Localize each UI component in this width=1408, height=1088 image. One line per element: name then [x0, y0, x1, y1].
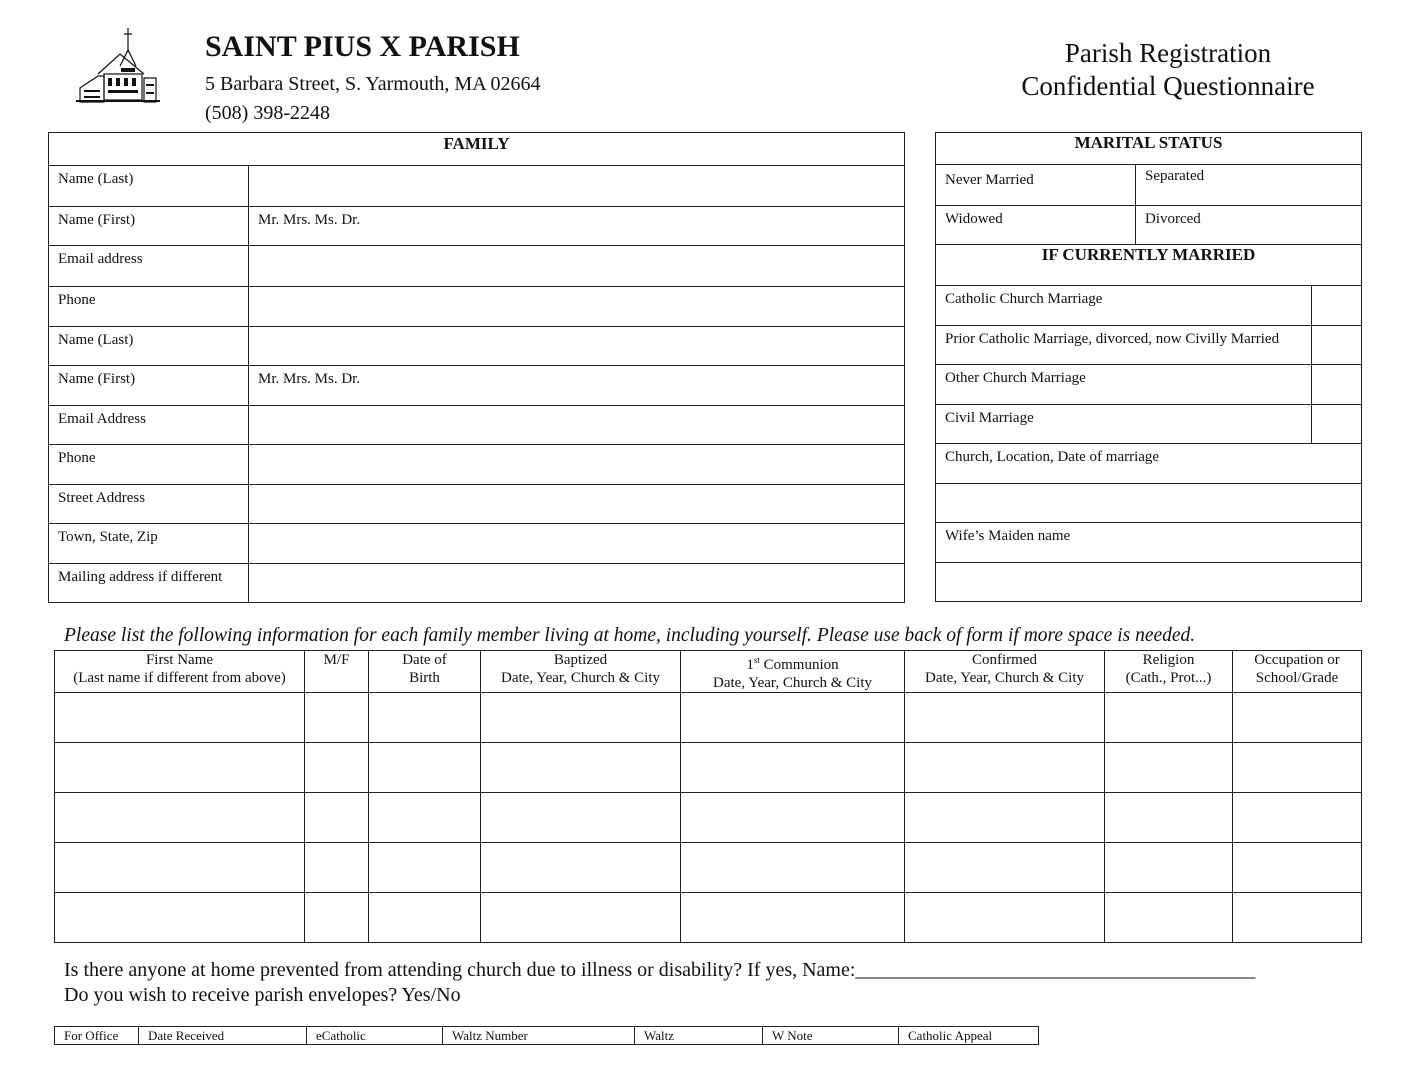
member-cell[interactable]: [905, 793, 1105, 843]
member-row: [55, 743, 1362, 793]
member-cell[interactable]: [481, 743, 681, 793]
family-label: Name (Last): [49, 166, 249, 207]
member-cell[interactable]: [905, 693, 1105, 743]
member-cell[interactable]: [905, 893, 1105, 943]
marital-heading: MARITAL STATUS: [936, 133, 1362, 165]
member-cell[interactable]: [905, 743, 1105, 793]
office-catholic-appeal: Catholic Appeal: [899, 1027, 1039, 1045]
family-label: Name (First): [49, 366, 249, 406]
parish-phone: (508) 398-2248: [205, 102, 330, 124]
family-field[interactable]: [249, 406, 905, 445]
marital-status-table: [935, 132, 1362, 602]
separated-option[interactable]: Separated: [1136, 165, 1362, 206]
office-date-received: Date Received: [139, 1027, 307, 1045]
member-cell[interactable]: [55, 843, 305, 893]
disability-question: Is there anyone at home prevented from attending church due to illness or disability? If yes, Name:________________________________________: [64, 959, 1256, 981]
parish-address: 5 Barbara Street, S. Yarmouth, MA 02664: [205, 73, 541, 95]
member-row: [55, 793, 1362, 843]
member-cell[interactable]: [1105, 843, 1233, 893]
divorced-option[interactable]: Divorced: [1136, 206, 1362, 245]
member-cell[interactable]: [1105, 893, 1233, 943]
member-cell[interactable]: [369, 843, 481, 893]
family-label: Street Address: [49, 485, 249, 524]
church-logo-icon: [74, 26, 162, 106]
member-cell[interactable]: [681, 743, 905, 793]
form-title-line2: Confidential Questionnaire: [1021, 71, 1315, 101]
member-cell[interactable]: [481, 793, 681, 843]
member-cell[interactable]: [481, 693, 681, 743]
member-cell[interactable]: [305, 793, 369, 843]
member-cell[interactable]: [681, 693, 905, 743]
family-field[interactable]: [249, 485, 905, 524]
member-cell[interactable]: [681, 893, 905, 943]
member-cell[interactable]: [1105, 793, 1233, 843]
family-label: Town, State, Zip: [49, 524, 249, 564]
envelopes-question: Do you wish to receive parish envelopes? Yes/No: [64, 984, 461, 1006]
office-w-note: W Note: [763, 1027, 899, 1045]
office-waltz: Waltz: [635, 1027, 763, 1045]
member-row: [55, 843, 1362, 893]
family-field[interactable]: [249, 524, 905, 564]
member-cell[interactable]: [481, 843, 681, 893]
family-field[interactable]: [249, 287, 905, 327]
family-field[interactable]: [249, 445, 905, 485]
member-cell[interactable]: [305, 743, 369, 793]
prior-catholic-label: Prior Catholic Marriage, divorced, now Civilly Married: [936, 326, 1312, 365]
prior-catholic-checkbox[interactable]: [1312, 326, 1362, 365]
family-label: Email Address: [49, 406, 249, 445]
family-field[interactable]: [249, 166, 905, 207]
member-cell[interactable]: [55, 693, 305, 743]
member-cell[interactable]: [369, 893, 481, 943]
col-confirmed: Confirmed Date, Year, Church & City: [905, 651, 1105, 693]
member-cell[interactable]: [1233, 793, 1362, 843]
member-cell[interactable]: [1233, 843, 1362, 893]
family-label: Name (First): [49, 207, 249, 246]
family-table: [48, 132, 905, 603]
office-ecatholic: eCatholic: [307, 1027, 443, 1045]
family-heading: FAMILY: [49, 133, 905, 166]
if-married-heading: IF CURRENTLY MARRIED: [936, 245, 1362, 286]
member-cell[interactable]: [905, 843, 1105, 893]
member-row: [55, 893, 1362, 943]
family-label: Email address: [49, 246, 249, 287]
office-waltz-number: Waltz Number: [443, 1027, 635, 1045]
member-cell[interactable]: [681, 843, 905, 893]
col-first-name: First Name (Last name if different from above): [55, 651, 305, 693]
family-field[interactable]: Mr. Mrs. Ms. Dr.: [249, 207, 905, 246]
member-cell[interactable]: [369, 743, 481, 793]
family-label: Phone: [49, 287, 249, 327]
members-table: [54, 650, 1362, 943]
member-cell[interactable]: [1233, 743, 1362, 793]
member-cell[interactable]: [55, 743, 305, 793]
catholic-marriage-label: Catholic Church Marriage: [936, 286, 1312, 326]
civil-marriage-label: Civil Marriage: [936, 405, 1312, 444]
member-cell[interactable]: [305, 843, 369, 893]
member-cell[interactable]: [369, 693, 481, 743]
member-cell[interactable]: [1233, 693, 1362, 743]
member-cell[interactable]: [481, 893, 681, 943]
member-cell[interactable]: [305, 693, 369, 743]
church-location-label: Church, Location, Date of marriage: [936, 444, 1362, 484]
col-communion: 1st Communion Date, Year, Church & City: [681, 651, 905, 693]
col-religion: Religion (Cath., Prot...): [1105, 651, 1233, 693]
member-row: [55, 693, 1362, 743]
member-cell[interactable]: [369, 793, 481, 843]
maiden-name-field[interactable]: [936, 563, 1362, 602]
office-use-table: [54, 1026, 1039, 1045]
office-for-office: For Office: [55, 1027, 139, 1045]
form-title-line1: Parish Registration: [1064, 38, 1272, 68]
family-label: Name (Last): [49, 327, 249, 366]
parish-title: SAINT PIUS X PARISH: [205, 30, 520, 63]
church-location-field[interactable]: [936, 484, 1362, 523]
family-label: Phone: [49, 445, 249, 485]
instruction-text: Please list the following information for each family member living at home, including yourself. Please use back of form if more space is needed.: [64, 625, 1196, 646]
civil-marriage-checkbox[interactable]: [1312, 405, 1362, 444]
other-church-label: Other Church Marriage: [936, 365, 1312, 405]
other-church-checkbox[interactable]: [1312, 365, 1362, 405]
member-cell[interactable]: [1105, 693, 1233, 743]
catholic-marriage-checkbox[interactable]: [1312, 286, 1362, 326]
member-cell[interactable]: [55, 793, 305, 843]
member-cell[interactable]: [305, 893, 369, 943]
member-cell[interactable]: [55, 893, 305, 943]
family-field[interactable]: [249, 564, 905, 603]
col-baptized: Baptized Date, Year, Church & City: [481, 651, 681, 693]
never-married-option[interactable]: Never Married: [936, 165, 1136, 206]
member-cell[interactable]: [1105, 743, 1233, 793]
maiden-name-label: Wife’s Maiden name: [936, 523, 1362, 563]
col-mf: M/F: [305, 651, 369, 693]
family-field[interactable]: [249, 246, 905, 287]
family-field[interactable]: Mr. Mrs. Ms. Dr.: [249, 366, 905, 406]
member-cell[interactable]: [681, 793, 905, 843]
member-cell[interactable]: [1233, 893, 1362, 943]
family-label: Mailing address if different: [49, 564, 249, 603]
col-dob: Date of Birth: [369, 651, 481, 693]
widowed-option[interactable]: Widowed: [936, 206, 1136, 245]
col-occupation: Occupation or School/Grade: [1233, 651, 1362, 693]
family-field[interactable]: [249, 327, 905, 366]
